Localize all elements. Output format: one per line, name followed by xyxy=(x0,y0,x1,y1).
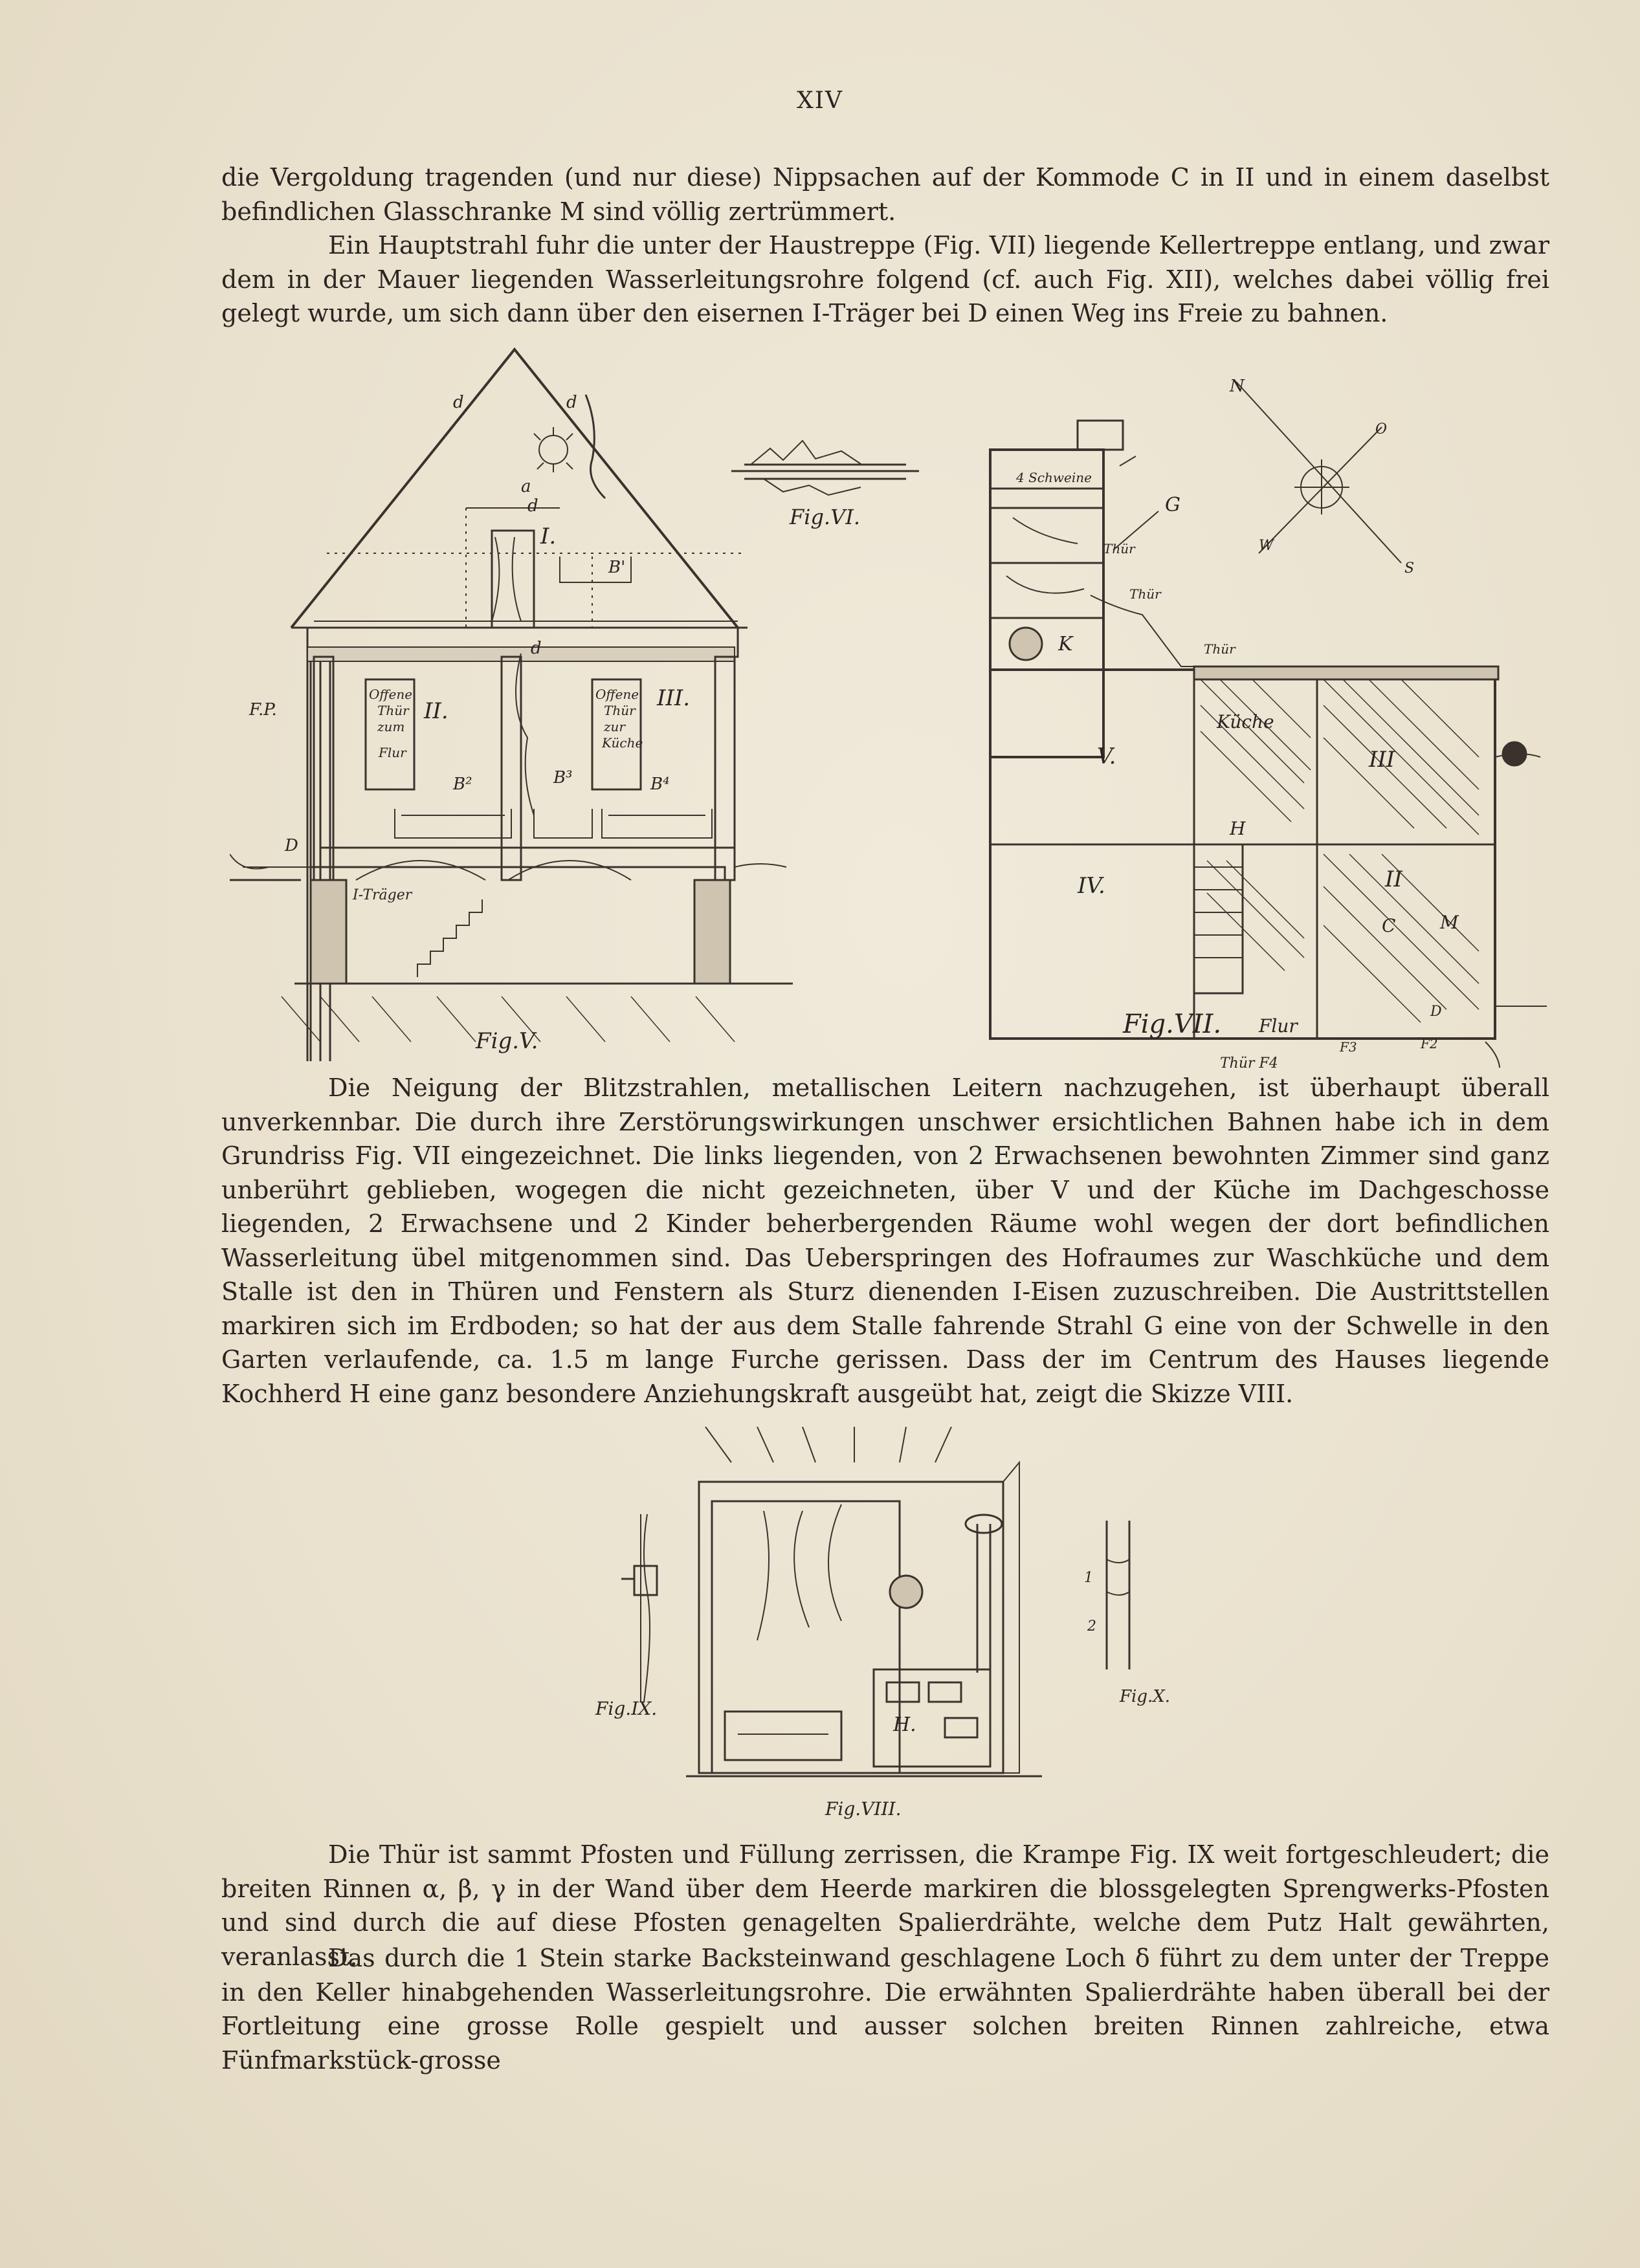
fig7-label-room2: II xyxy=(1385,866,1402,892)
fig5-label-b1: B' xyxy=(608,558,626,577)
fig5-door-left-1: Offene xyxy=(369,687,413,702)
fig5-door-right-1: Offene xyxy=(595,687,639,702)
fig8-caption: Fig.VIII. xyxy=(825,1798,902,1820)
fig7-compass-w: W xyxy=(1259,538,1274,554)
fig5-label-d1: d xyxy=(453,393,464,412)
figure-5-house-section xyxy=(230,343,799,1061)
fig7-label-room4: IV. xyxy=(1078,873,1105,899)
fig7-caption: Fig.VII. xyxy=(1123,1009,1222,1039)
figure-7-ground-plan xyxy=(981,369,1582,1068)
fig7-label-c: C xyxy=(1382,915,1396,936)
fig7-label-d: D xyxy=(1430,1004,1442,1020)
fig5-label-b3: B³ xyxy=(553,768,573,787)
fig7-label-g: G xyxy=(1165,494,1180,516)
fig7-label-f2: F2 xyxy=(1421,1036,1438,1051)
fig5-label-a: a xyxy=(521,477,531,496)
fig5-label-traeger: I-Träger xyxy=(353,887,412,903)
paragraph-1: die Vergoldung tragenden (und nur diese) Nippsachen auf der Kommode C in II und in einem daselbst befindlichen Glasschranke M sind völlig zertrümmert. xyxy=(221,163,1549,226)
paragraph-4: Die Thür ist sammt Pfosten und Füllung zerrissen, die Krampe Fig. IX weit fortgeschleudert; die breiten Rinnen α, β, γ in der Wand über dem Heerde markiren die blossgelegten Sprengwerks-Pfosten und sind durch die auf diese Pfosten genagelten Spalierdrähte, welche dem Putz Halt gewährten, veranlasst. xyxy=(221,1840,1549,1971)
fig7-label-h: H xyxy=(1230,818,1246,839)
fig6-caption: Fig.VI. xyxy=(790,505,861,529)
fig7-label-thuer1: Thür xyxy=(1103,541,1135,556)
fig10-label-2: 2 xyxy=(1087,1618,1096,1635)
fig7-label-flur: Flur xyxy=(1259,1015,1298,1037)
paragraph-3: Die Neigung der Blitzstrahlen, metallischen Leitern nachzugehen, ist überhaupt überall unverkennbar. Die durch ihre Zerstörungswirkungen unschwer ersichtlichen Bahnen habe ich in dem Grundriss Fig. VII eingezeichnet. Die links liegenden, von 2 Erwachsenen bewohnten Zimmer sind ganz unberührt geblieben, wogegen die nicht gezeichneten, über V und der Küche im Dachgeschosse liegenden, 2 Erwachsene und 2 Kinder beherbergenden Räume wohl wegen der dort befindlichen Wasserleitung übel mitgenommen sind. Das Ueberspringen des Hofraumes zur Waschküche und dem Stalle ist den in Thüren und Fenstern als Sturz dienenden I-Eisen zuzuschreiben. Die Austrittstellen markiren sich im Erdboden; so hat der aus dem Stalle fahrende Strahl G eine von der Schwelle in den Garten verlaufende, ca. 1.5 m lange Furche gerissen. Dass der im Centrum des Hauses liegende Kochherd H eine ganz besondere Anziehungskraft ausgeübt hat, zeigt die Skizze VIII. xyxy=(221,1073,1549,1408)
fig5-label-b4: B⁴ xyxy=(650,775,670,794)
figure-10-wall xyxy=(1074,1521,1191,1715)
fig5-label-d2: d xyxy=(566,393,577,412)
fig5-door-right-4: Küche xyxy=(602,735,643,751)
fig5-door-right-2: Thür xyxy=(604,703,636,718)
figure-9-hook xyxy=(582,1508,699,1721)
fig7-label-thuer2: Thür xyxy=(1129,586,1161,602)
fig5-label-b2: B² xyxy=(453,775,472,794)
figure-6-beam xyxy=(725,427,932,544)
fig5-label-d4: d xyxy=(531,639,542,658)
fig7-label-m: M xyxy=(1440,912,1459,933)
paragraph-5: Das durch die 1 Stein starke Backsteinwand geschlagene Loch δ führt zu dem unter der Treppe in den Keller hinabgehenden Wasserleitungsrohre. Die erwähnten Spalierdrähte haben überall bei der Fortleitung eine grosse Rolle gespielt und ausser solchen breiten Rinnen zahlreiche, etwa Fünfmarkstück-grosse xyxy=(221,1944,1549,2075)
fig5-label-fp: F.P. xyxy=(249,700,277,720)
fig5-label-room1: I. xyxy=(540,523,557,549)
fig7-label-schweine: 4 Schweine xyxy=(1016,470,1092,485)
fig8-label-h: H. xyxy=(893,1713,916,1736)
fig7-label-thuer3: Thür xyxy=(1204,641,1236,657)
fig7-label-room5: V. xyxy=(1097,743,1116,769)
fig5-label-d3: d xyxy=(527,496,538,516)
paragraph-2: Ein Hauptstrahl fuhr die unter der Haustreppe (Fig. VII) liegende Kellertreppe entlang, und zwar dem in der Mauer liegenden Wasserleitungsrohre folgend (cf. auch Fig. XII), welches dabei völlig frei gelegt wurde, um sich dann über den eisernen I-Träger bei D einen Weg ins Freie zu bahnen. xyxy=(221,231,1549,327)
fig10-caption: Fig.X. xyxy=(1120,1687,1171,1706)
fig9-caption: Fig.IX. xyxy=(595,1698,658,1719)
fig7-label-thuer4: Thür F4 xyxy=(1220,1055,1278,1068)
page-number: XIV xyxy=(797,87,843,114)
fig7-compass-s: S xyxy=(1404,560,1415,577)
fig5-label-room3: III. xyxy=(657,685,691,711)
fig7-compass-n: N xyxy=(1230,377,1245,396)
fig5-label-room2: II. xyxy=(424,698,449,724)
fig5-label-d: D xyxy=(285,836,298,855)
fig5-door-left-4: Flur xyxy=(379,745,406,760)
fig7-compass-o: O xyxy=(1375,421,1388,437)
figure-8-stove xyxy=(686,1427,1042,1822)
fig5-door-left-2: Thür xyxy=(377,703,409,718)
fig7-label-kueche: Küche xyxy=(1217,711,1274,732)
fig7-label-f3: F3 xyxy=(1340,1039,1357,1055)
fig5-door-right-3: zur xyxy=(604,719,625,734)
fig10-label-1: 1 xyxy=(1084,1570,1093,1586)
fig7-label-k: K xyxy=(1058,633,1073,655)
fig5-door-left-3: zum xyxy=(377,719,405,734)
fig7-label-room3: III xyxy=(1369,747,1395,773)
fig5-caption: Fig.V. xyxy=(476,1028,538,1054)
